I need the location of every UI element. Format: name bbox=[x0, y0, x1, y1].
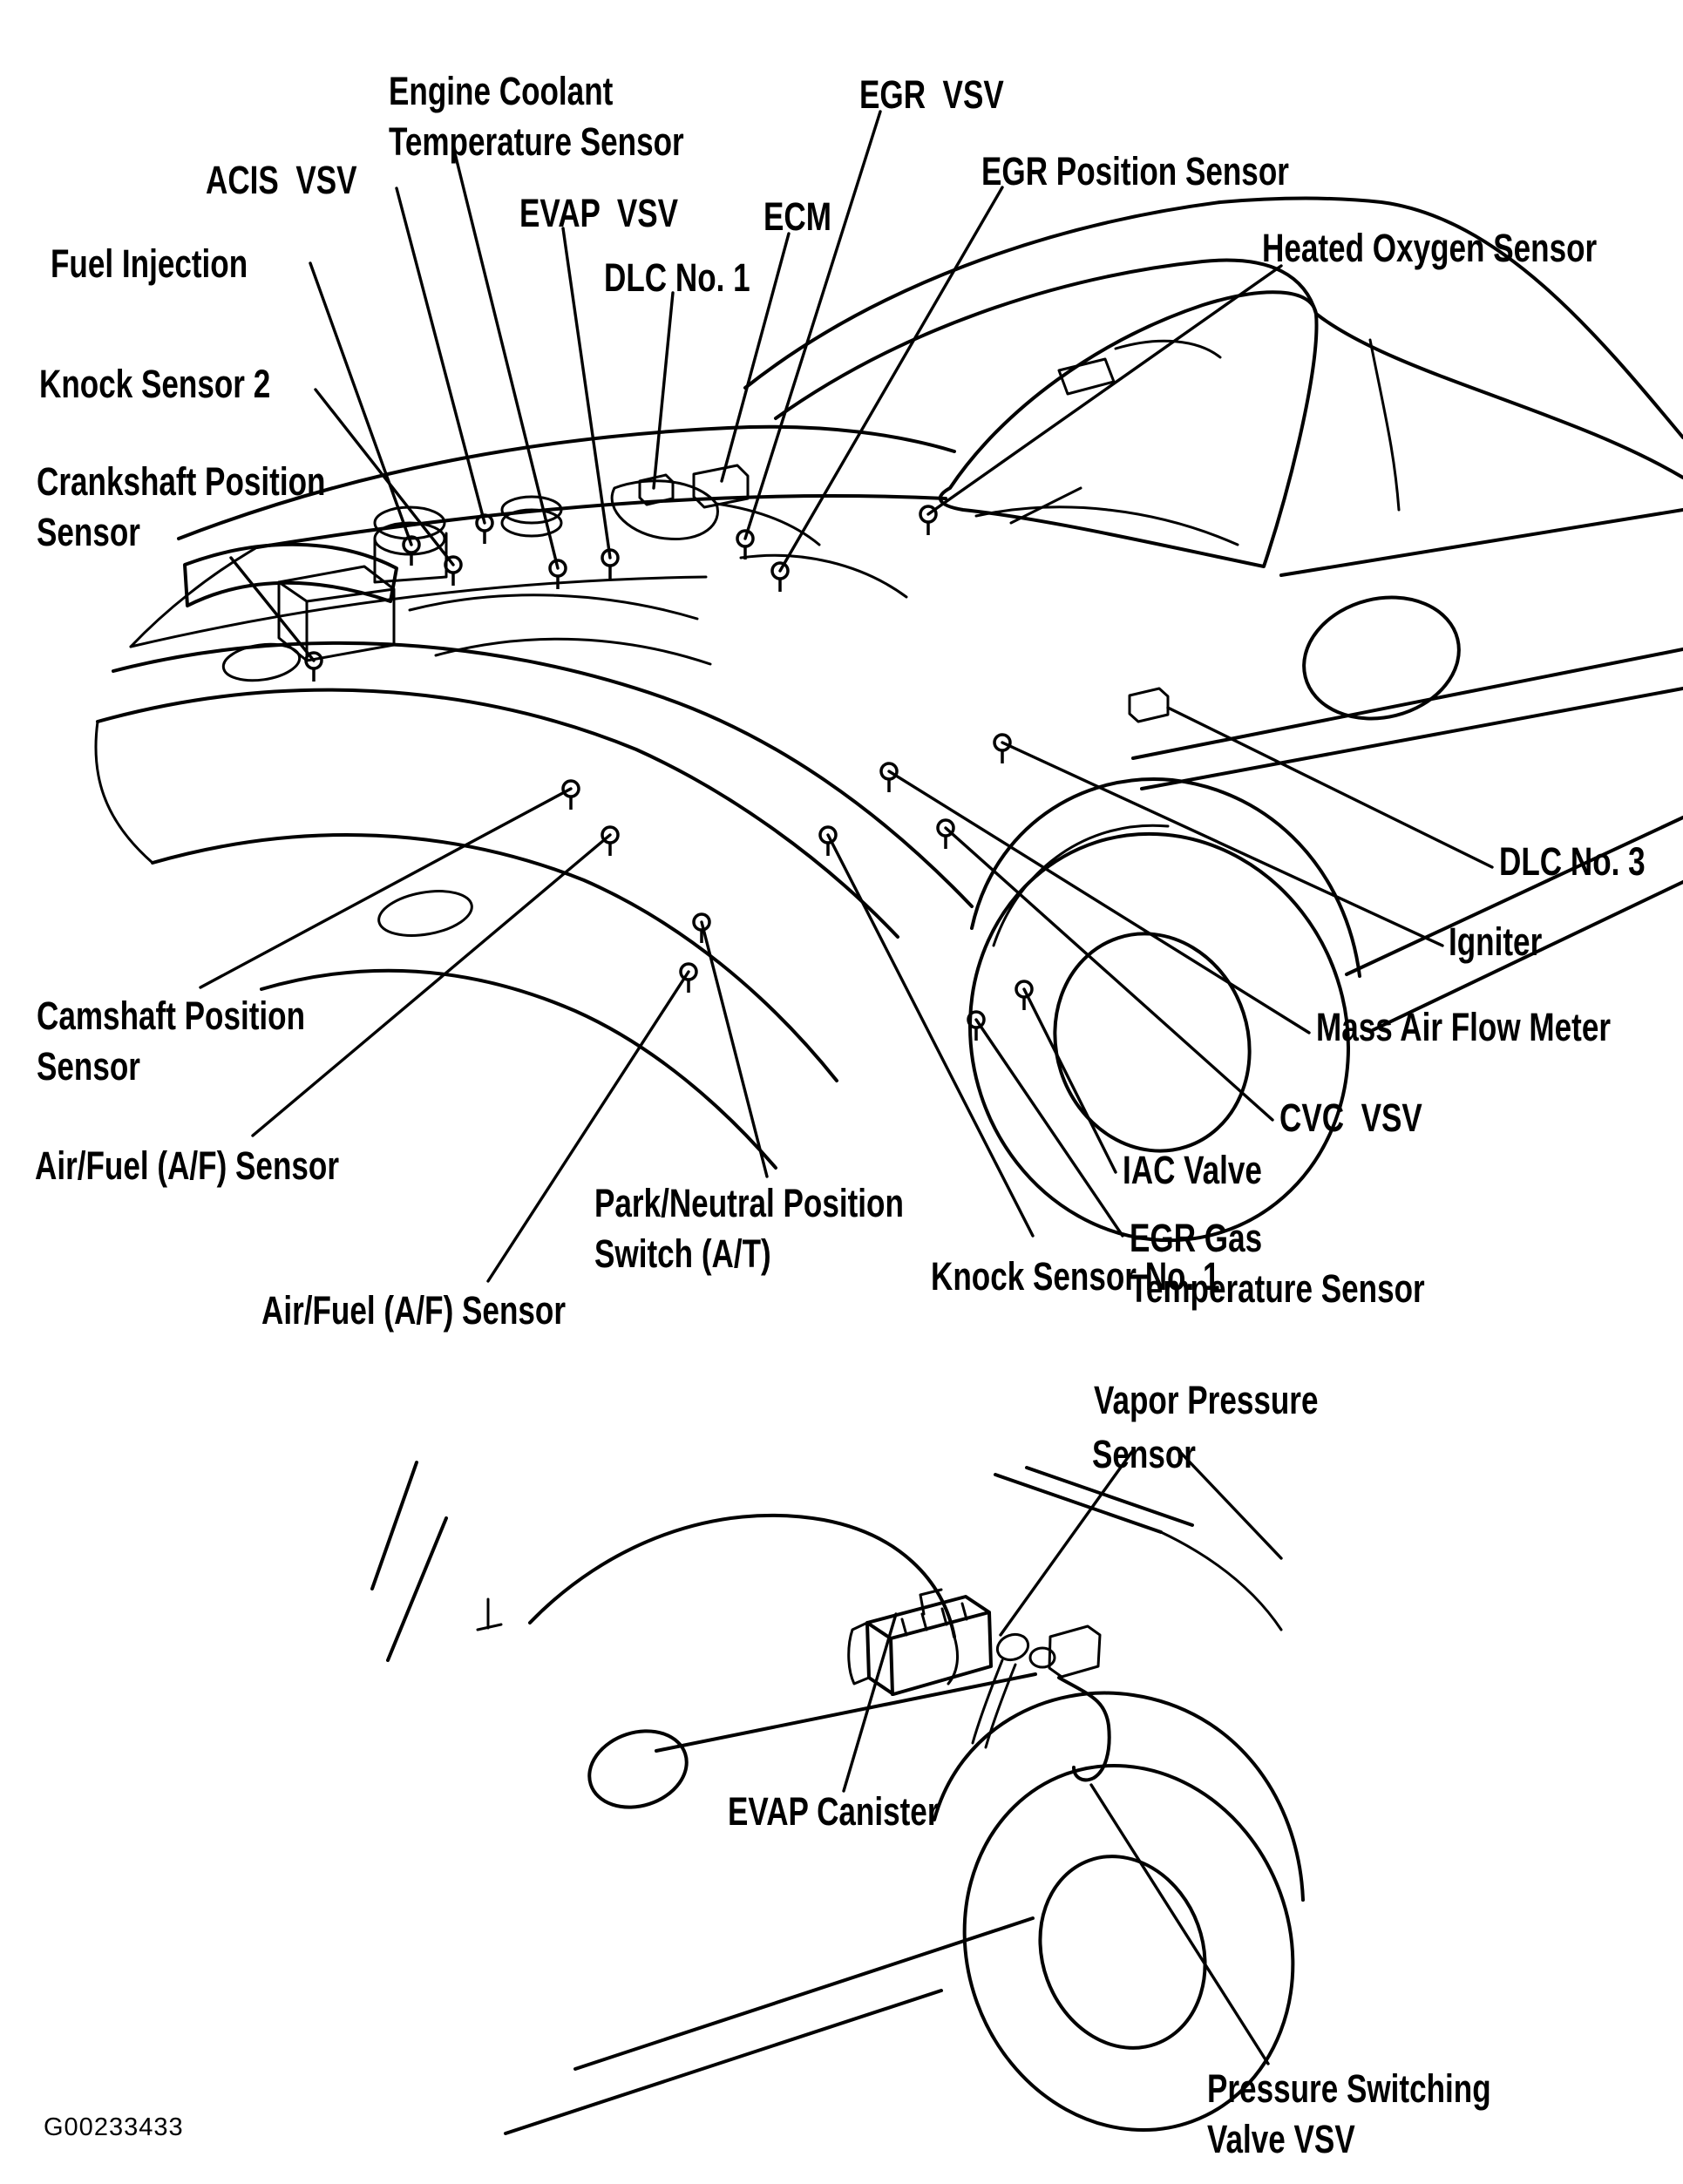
drip-rail-line bbox=[776, 261, 1683, 478]
deck-tail bbox=[1161, 1532, 1281, 1630]
top-labels bbox=[35, 69, 1646, 1333]
top-diagram bbox=[35, 69, 1683, 1333]
label-ecm: ECM bbox=[763, 193, 831, 240]
label-pressure-switching-l2: Valve VSV bbox=[1207, 2116, 1355, 2162]
leader-dlc-no-1 bbox=[654, 293, 673, 488]
label-park-neutral-l2: Switch (A/T) bbox=[594, 1231, 771, 1277]
label-egr-vsv: EGR VSV bbox=[859, 71, 1004, 118]
leader-air-fuel-upper bbox=[253, 835, 610, 1136]
rear-wheel-arch bbox=[934, 1693, 1303, 1900]
air-cleaner bbox=[612, 481, 717, 539]
label-evap-canister: EVAP Canister bbox=[728, 1788, 940, 1835]
figure-code: G00233433 bbox=[44, 2113, 184, 2141]
label-dlc-no-1: DLC No. 1 bbox=[604, 254, 750, 301]
leader-camshaft bbox=[200, 789, 571, 987]
leader-knock-sensor-1 bbox=[828, 835, 1033, 1236]
camshaft-marker bbox=[563, 781, 579, 810]
quarter-blob bbox=[580, 1719, 696, 1819]
radiator-support bbox=[131, 577, 706, 647]
crankshaft-marker bbox=[306, 653, 322, 682]
leader-acis-vsv bbox=[397, 188, 485, 523]
headliner-line bbox=[1116, 341, 1220, 357]
label-vapor-pressure-l1: Vapor Pressure bbox=[1094, 1377, 1319, 1423]
label-fuel-injection: Fuel Injection bbox=[51, 241, 248, 287]
windshield-outline bbox=[940, 292, 1317, 566]
label-crankshaft-l1: Crankshaft Position bbox=[37, 458, 326, 505]
rear-roof-arc bbox=[530, 1516, 954, 1637]
igniter-marker bbox=[994, 735, 1010, 763]
deck-line-1 bbox=[995, 1475, 1161, 1532]
component-markers bbox=[306, 506, 1032, 1041]
label-knock-sensor-2: Knock Sensor 2 bbox=[39, 361, 271, 407]
label-dlc-no-3: DLC No. 3 bbox=[1499, 838, 1646, 885]
door-stub bbox=[478, 1599, 501, 1630]
label-acis-vsv: ACIS VSV bbox=[206, 157, 357, 203]
label-iac-valve: IAC Valve bbox=[1123, 1147, 1262, 1193]
front-wheel-rim bbox=[1027, 908, 1277, 1177]
engine-bay-components bbox=[279, 465, 1168, 1041]
bumper-mid-line bbox=[98, 690, 898, 937]
engine-top-line-1 bbox=[410, 595, 697, 619]
leader-knock-sensor-2 bbox=[316, 390, 453, 565]
leader-egr-position bbox=[780, 187, 1002, 571]
label-crankshaft-l2: Sensor bbox=[37, 509, 140, 555]
b-pillar bbox=[1370, 340, 1399, 510]
leader-heated-oxygen bbox=[928, 266, 1281, 514]
leader-park-neutral bbox=[702, 922, 767, 1177]
label-air-fuel-lower: Air/Fuel (A/F) Sensor bbox=[261, 1287, 566, 1333]
bottom-diagram bbox=[372, 1378, 1491, 2177]
egr-position-marker bbox=[772, 563, 788, 592]
knock-sensor-1-marker bbox=[820, 827, 836, 856]
door-edge-2 bbox=[388, 1518, 446, 1660]
leader-maf bbox=[889, 771, 1309, 1033]
label-egr-gas-l1: EGR Gas bbox=[1130, 1215, 1263, 1261]
label-air-fuel-upper: Air/Fuel (A/F) Sensor bbox=[35, 1143, 339, 1189]
label-egr-position-sensor: EGR Position Sensor bbox=[981, 148, 1289, 194]
leader-vapor-pressure-left bbox=[1001, 1450, 1133, 1635]
label-vapor-pressure-l2: Sensor bbox=[1092, 1431, 1196, 1477]
label-egr-gas-l2: Temperature Sensor bbox=[1130, 1265, 1425, 1312]
label-pressure-switching-l1: Pressure Switching bbox=[1207, 2065, 1491, 2112]
rear-lower-line bbox=[506, 1991, 941, 2133]
label-camshaft-l2: Sensor bbox=[37, 1043, 140, 1089]
ecm-box bbox=[694, 465, 748, 507]
label-engine-coolant-l1: Engine Coolant bbox=[389, 68, 614, 114]
door-edge-1 bbox=[372, 1462, 417, 1589]
label-igniter: Igniter bbox=[1449, 919, 1543, 965]
front-corner-line bbox=[96, 722, 153, 863]
label-mass-air-flow-meter: Mass Air Flow Meter bbox=[1316, 1004, 1611, 1050]
wiper-arc bbox=[976, 507, 1238, 545]
bumper-bottom-line bbox=[261, 971, 776, 1168]
label-evap-vsv: EVAP VSV bbox=[519, 190, 679, 236]
intake-hose bbox=[716, 504, 819, 545]
beltline bbox=[1281, 510, 1683, 575]
fog-lamp bbox=[376, 885, 476, 942]
knock-sensor-2-marker bbox=[445, 557, 461, 586]
front-wheel-arch bbox=[972, 779, 1360, 976]
iac-valve-marker bbox=[1016, 981, 1032, 1010]
dlc3-connector bbox=[1130, 688, 1168, 722]
car-front-three-quarter-view bbox=[96, 199, 1683, 1290]
engine-top-line-3 bbox=[741, 555, 906, 597]
rear-beltline bbox=[656, 1674, 1035, 1751]
bottom-leader-lines bbox=[844, 1450, 1281, 2064]
hose-down-2 bbox=[986, 1665, 1015, 1747]
label-engine-coolant-l2: Temperature Sensor bbox=[389, 119, 684, 165]
label-knock-sensor-no-1: Knock Sensor No. 1 bbox=[931, 1253, 1220, 1299]
leader-iac-valve bbox=[1024, 989, 1116, 1172]
wiper-arm bbox=[1011, 488, 1081, 523]
maf-marker bbox=[881, 763, 897, 792]
hose-down-1 bbox=[973, 1660, 1002, 1743]
label-heated-oxygen-sensor: Heated Oxygen Sensor bbox=[1262, 225, 1598, 271]
label-cvc-vsv: CVC VSV bbox=[1279, 1095, 1422, 1141]
label-park-neutral-l1: Park/Neutral Position bbox=[594, 1180, 904, 1226]
side-mirror bbox=[1291, 581, 1472, 735]
headlight-outline bbox=[185, 545, 397, 606]
switching-valve-body bbox=[1049, 1626, 1100, 1677]
label-camshaft-l1: Camshaft Position bbox=[37, 993, 306, 1039]
